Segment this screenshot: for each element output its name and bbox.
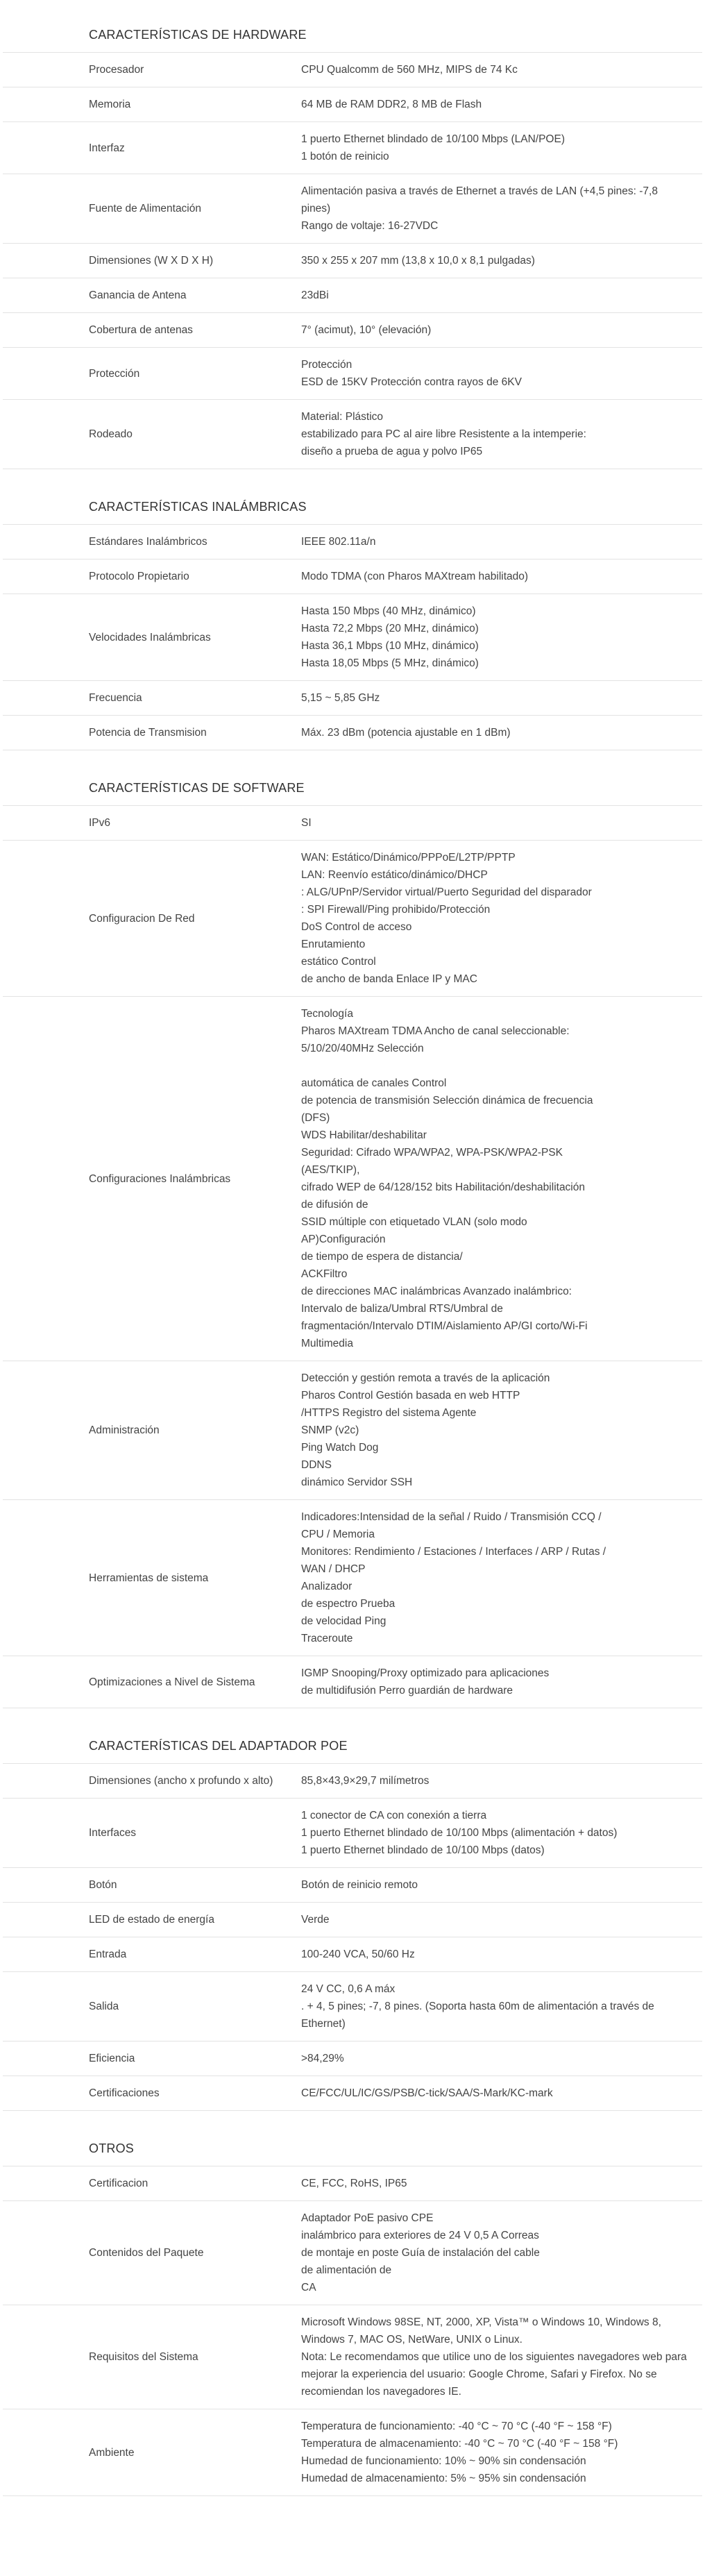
spec-label: Dimensiones (W X D X H) (3, 244, 301, 278)
spec-row (3, 2166, 702, 2201)
spec-table (3, 1763, 702, 2111)
spec-label: Dimensiones (ancho x profundo x alto) (3, 1764, 301, 1799)
spec-value: 23dBi (301, 278, 702, 313)
spec-section (0, 1708, 705, 2111)
spec-value: Máx. 23 dBm (potencia ajustable en 1 dBm) (301, 716, 702, 750)
spec-value: IEEE 802.11a/n (301, 525, 702, 559)
spec-row (3, 1903, 702, 1937)
spec-value: Verde (301, 1903, 702, 1937)
spec-value: 100-240 VCA, 50/60 Hz (301, 1937, 702, 1972)
spec-label: Configuraciones Inalámbricas (3, 997, 301, 1361)
spec-value: Protección ESD de 15KV Protección contra rayos de 6KV (301, 348, 702, 400)
spec-row (3, 1764, 702, 1799)
spec-value: Indicadores:Intensidad de la señal / Ruido / Transmisión CCQ / CPU / Memoria Monitores: Rendimiento / Estaciones / Interfaces / ARP / Rutas / WAN / DHCP Analizador de espectro Prueba de velocidad Ping Traceroute (301, 1500, 702, 1656)
spec-row (3, 1799, 702, 1868)
spec-row (3, 174, 702, 244)
spec-value: Adaptador PoE pasivo CPE inalámbrico para exteriores de 24 V 0,5 A Correas de montaje en poste Guía de instalación del cable de alimentación de CA (301, 2201, 702, 2305)
spec-section (0, 2111, 705, 2496)
spec-label: Contenidos del Paquete (3, 2201, 301, 2305)
spec-label: Protección (3, 348, 301, 400)
spec-label: Cobertura de antenas (3, 313, 301, 348)
spec-label: Optimizaciones a Nivel de Sistema (3, 1656, 301, 1708)
spec-label: IPv6 (3, 806, 301, 841)
spec-value: 350 x 255 x 207 mm (13,8 x 10,0 x 8,1 pulgadas) (301, 244, 702, 278)
spec-table (3, 52, 702, 469)
spec-label: Potencia de Transmision (3, 716, 301, 750)
spec-value: 85,8×43,9×29,7 milímetros (301, 1764, 702, 1799)
spec-label: LED de estado de energía (3, 1903, 301, 1937)
spec-row (3, 841, 702, 997)
spec-row (3, 2409, 702, 2496)
spec-value: 24 V CC, 0,6 A máx . + 4, 5 pines; -7, 8 pines. (Soporta hasta 60m de alimentación a través de Ethernet) (301, 1972, 702, 2042)
spec-row (3, 1500, 702, 1656)
spec-row (3, 2305, 702, 2409)
spec-section (0, 469, 705, 750)
spec-row (3, 806, 702, 841)
spec-label: Certificaciones (3, 2076, 301, 2111)
spec-row (3, 1656, 702, 1708)
spec-row (3, 559, 702, 594)
spec-value: Hasta 150 Mbps (40 MHz, dinámico) Hasta 72,2 Mbps (20 MHz, dinámico) Hasta 36,1 Mbps (10 MHz, dinámico) Hasta 18,05 Mbps (5 MHz, dinámico) (301, 594, 702, 681)
section-title: CARACTERÍSTICAS INALÁMBRICAS (89, 500, 307, 514)
section-title: OTROS (89, 2141, 135, 2155)
spec-value: Alimentación pasiva a través de Ethernet a través de LAN (+4,5 pines: -7,8 pines) Rango de voltaje: 16-27VDC (301, 174, 702, 244)
spec-label: Protocolo Propietario (3, 559, 301, 594)
spec-table (3, 2166, 702, 2496)
spec-section (0, 0, 705, 469)
spec-value: Botón de reinicio remoto (301, 1868, 702, 1903)
spec-value: WAN: Estático/Dinámico/PPPoE/L2TP/PPTP LAN: Reenvío estático/dinámico/DHCP : ALG/UPnP/Servidor virtual/Puerto Seguridad del disparador : SPI Firewall/Ping prohibido/Protección DoS Control de acceso Enrutamiento estático Control de ancho de banda Enlace IP y MAC (301, 841, 702, 997)
spec-row (3, 400, 702, 469)
spec-row (3, 87, 702, 122)
spec-label: Velocidades Inalámbricas (3, 594, 301, 681)
spec-row (3, 348, 702, 400)
spec-row (3, 1361, 702, 1500)
spec-label: Configuracion De Red (3, 841, 301, 997)
spec-row (3, 278, 702, 313)
spec-label: Certificacion (3, 2166, 301, 2201)
spec-row (3, 2042, 702, 2076)
spec-value: CPU Qualcomm de 560 MHz, MIPS de 74 Kc (301, 53, 702, 87)
spec-row (3, 1937, 702, 1972)
spec-value: 5,15 ~ 5,85 GHz (301, 681, 702, 716)
spec-label: Herramientas de sistema (3, 1500, 301, 1656)
spec-row (3, 2201, 702, 2305)
spec-value: 1 conector de CA con conexión a tierra 1 puerto Ethernet blindado de 10/100 Mbps (alimentación + datos) 1 puerto Ethernet blindado de 10/100 Mbps (datos) (301, 1799, 702, 1868)
spec-value: Modo TDMA (con Pharos MAXtream habilitado) (301, 559, 702, 594)
spec-value: >84,29% (301, 2042, 702, 2076)
spec-row (3, 997, 702, 1361)
section-title: CARACTERÍSTICAS DE SOFTWARE (89, 781, 305, 795)
spec-value: Temperatura de funcionamiento: -40 °C ~ 70 °C (-40 °F ~ 158 °F) Temperatura de almacenamiento: -40 °C ~ 70 °C (-40 °F ~ 158 °F) Humedad de funcionamiento: 10% ~ 90% sin condensación Humedad de almacenamiento: 5% ~ 95% sin condensación (301, 2409, 702, 2496)
spec-row (3, 1972, 702, 2042)
section-title: CARACTERÍSTICAS DE HARDWARE (89, 28, 307, 42)
spec-label: Interfaz (3, 122, 301, 174)
spec-label: Salida (3, 1972, 301, 2042)
spec-label: Fuente de Alimentación (3, 174, 301, 244)
spec-label: Procesador (3, 53, 301, 87)
spec-label: Ambiente (3, 2409, 301, 2496)
spec-row (3, 244, 702, 278)
spec-row (3, 2076, 702, 2111)
spec-label: Ganancia de Antena (3, 278, 301, 313)
spec-row (3, 313, 702, 348)
spec-row (3, 122, 702, 174)
spec-label: Interfaces (3, 1799, 301, 1868)
spec-value: Detección y gestión remota a través de la aplicación Pharos Control Gestión basada en web HTTP /HTTPS Registro del sistema Agente SNMP (v2c) Ping Watch Dog DDNS dinámico Servidor SSH (301, 1361, 702, 1500)
spec-value: 7° (acimut), 10° (elevación) (301, 313, 702, 348)
spec-table (3, 524, 702, 750)
spec-label: Entrada (3, 1937, 301, 1972)
spec-row (3, 1868, 702, 1903)
spec-label: Botón (3, 1868, 301, 1903)
spec-table (3, 805, 702, 1708)
spec-label: Eficiencia (3, 2042, 301, 2076)
spec-value: IGMP Snooping/Proxy optimizado para aplicaciones de multidifusión Perro guardián de hardware (301, 1656, 702, 1708)
spec-value: SI (301, 806, 702, 841)
section-title: CARACTERÍSTICAS DEL ADAPTADOR POE (89, 1739, 348, 1753)
spec-label: Requisitos del Sistema (3, 2305, 301, 2409)
spec-value: 64 MB de RAM DDR2, 8 MB de Flash (301, 87, 702, 122)
spec-label: Administración (3, 1361, 301, 1500)
spec-row (3, 594, 702, 681)
spec-row (3, 53, 702, 87)
spec-label: Estándares Inalámbricos (3, 525, 301, 559)
spec-value: Tecnología Pharos MAXtream TDMA Ancho de canal seleccionable: 5/10/20/40MHz Selección automática de canales Control de potencia de transmisión Selección dinámica de frecuencia (DFS) WDS Habilitar/deshabilitar Seguridad: Cifrado WPA/WPA2, WPA-PSK/WPA2-PSK (AES/TKIP), cifrado WEP de 64/128/152 bits Habilitación/deshabilitación de difusión de SSID múltiple con etiquetado VLAN (solo modo AP)Configuración de tiempo de espera de distancia/ ACKFiltro de direcciones MAC inalámbricas Avanzado inalámbrico: Intervalo de baliza/Umbral RTS/Umbral de fragmentación/Intervalo DTIM/Aislamiento AP/GI corto/Wi-Fi Multimedia (301, 997, 702, 1361)
spec-value: Material: Plástico estabilizado para PC al aire libre Resistente a la intemperie: diseño a prueba de agua y polvo IP65 (301, 400, 702, 469)
spec-row (3, 681, 702, 716)
spec-row (3, 525, 702, 559)
spec-row (3, 716, 702, 750)
spec-label: Frecuencia (3, 681, 301, 716)
spec-value: 1 puerto Ethernet blindado de 10/100 Mbps (LAN/POE) 1 botón de reinicio (301, 122, 702, 174)
spec-value: CE, FCC, RoHS, IP65 (301, 2166, 702, 2201)
spec-label: Memoria (3, 87, 301, 122)
spec-label: Rodeado (3, 400, 301, 469)
spec-value: CE/FCC/UL/IC/GS/PSB/C-tick/SAA/S-Mark/KC-mark (301, 2076, 702, 2111)
spec-section (0, 750, 705, 1708)
page-bottom-spacer (0, 2496, 705, 2510)
spec-value: Microsoft Windows 98SE, NT, 2000, XP, Vista™ o Windows 10, Windows 8, Windows 7, MAC OS, NetWare, UNIX o Linux. Nota: Le recomendamos que utilice uno de los siguientes navegadores web para mejorar la experiencia del usuario: Google Chrome, Safari y Firefox. No se recomiendan los navegadores IE. (301, 2305, 702, 2409)
